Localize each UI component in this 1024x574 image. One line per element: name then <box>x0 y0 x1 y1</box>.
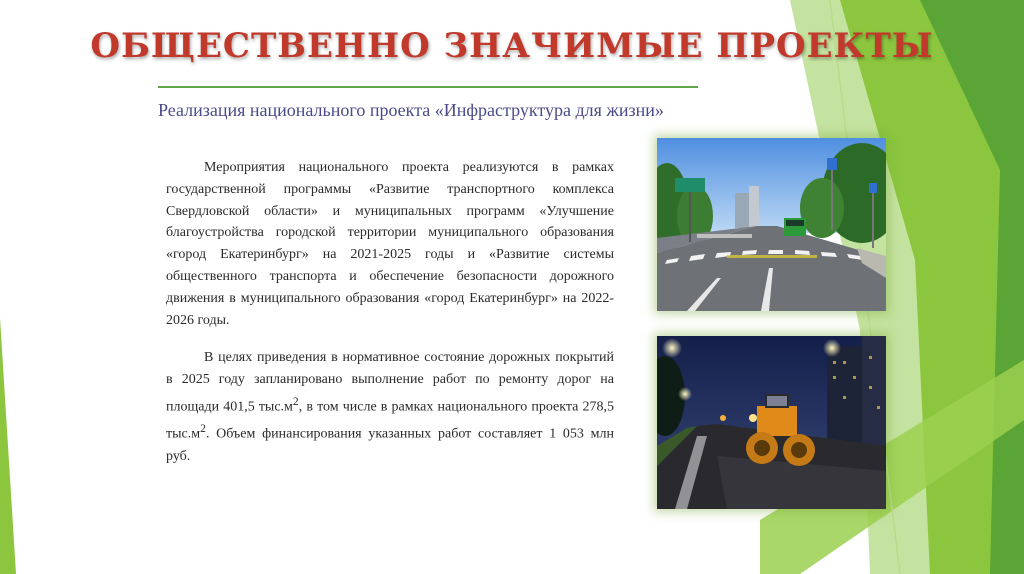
title-underline <box>158 86 698 88</box>
paragraph-2-part2: , в том числе в рамках национального проекта 278,5 тыс.м <box>166 399 614 443</box>
slide-subtitle: Реализация национального проекта «Инфраструктура для жизни» <box>158 100 664 120</box>
night-road-roller-photo <box>657 336 886 509</box>
paragraph-2-sup2: 2 <box>200 422 206 436</box>
paragraph-2-sup1: 2 <box>292 394 299 408</box>
paragraph-2 <box>166 347 614 467</box>
slide-title: ОБЩЕСТВЕННО ЗНАЧИМЫЕ ПРОЕКТЫ <box>90 26 934 66</box>
paragraph-2-part1: В целях приведения в нормативное состояние дорожных покрытий в 2025 году запланировано выполнение работ по ремонту дорог на площади 401,5 тыс.м <box>166 350 614 415</box>
paragraph-2-part3: . Объем финансирования указанных работ составляет 1 053 млн руб. <box>166 427 614 464</box>
paragraph-1-text: Мероприятия национального проекта реализуются в рамках государственной программы «Развитие транспортного комплекса Свердловской области» и муниципальных программ «Улучшение благоустройства городской территории муниципального образования «город Екатеринбург» на 2021-2025 годы и «Развитие системы общественного транспорта и обеспечение безопасности дорожного движения в муниципального образования «город Екатеринбург» на 2022-2026 годы. <box>166 160 614 328</box>
left-green-bar <box>0 318 16 574</box>
paragraph-1 <box>166 157 614 331</box>
day-road-crosswalk-photo <box>657 138 886 311</box>
body-text <box>166 157 614 468</box>
